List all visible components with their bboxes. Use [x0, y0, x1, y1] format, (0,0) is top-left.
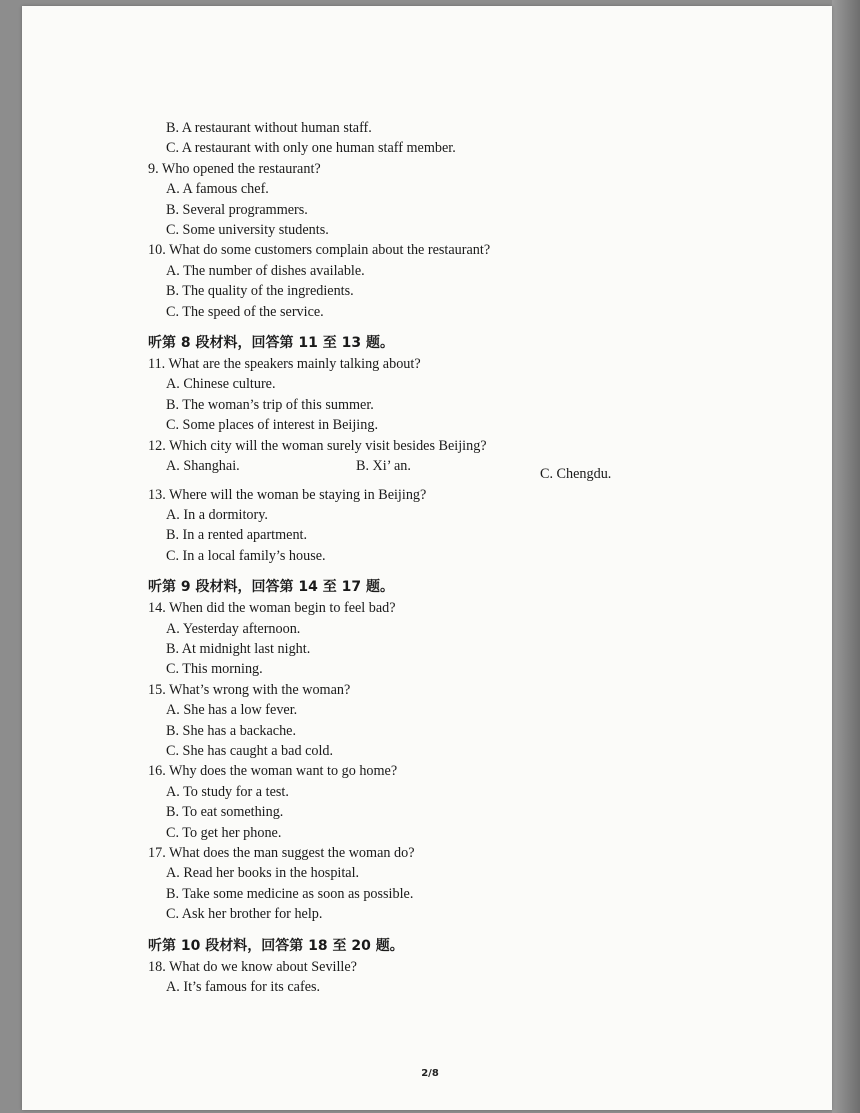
option-item: C. Chengdu.: [540, 466, 612, 483]
option-text: B. She has a backache.: [166, 722, 297, 739]
option-text: B. A restaurant without human staff.: [166, 120, 372, 136]
option-item: B. Xi’ an.: [356, 458, 411, 475]
option-text: C. This morning.: [166, 661, 263, 678]
option-text: B. The quality of the ingredients.: [166, 283, 354, 300]
question-text: 18. What do we know about Seville?: [148, 958, 357, 975]
option-text: C. Some university students.: [166, 222, 329, 239]
section-heading: 听第 10 段材料，回答第 18 至 20 题。: [148, 937, 404, 954]
option-text: A. The number of dishes available.: [166, 262, 365, 279]
option-text: B. The woman’s trip of this summer.: [166, 396, 374, 413]
option-row: [148, 456, 611, 484]
question-text: 10. What do some customers complain about the restaurant?: [148, 242, 491, 259]
section-heading: 听第 8 段材料，回答第 11 至 13 题。: [148, 335, 394, 352]
question-text: 12. Which city will the woman surely visit besides Beijing?: [148, 437, 487, 454]
option-text: C. To get her phone.: [166, 824, 282, 841]
option-text: C. She has caught a bad cold.: [166, 742, 334, 759]
option-text: A. She has a low fever.: [166, 702, 298, 719]
option-text: B. At midnight last night.: [166, 640, 311, 657]
question-text: 11. What are the speakers mainly talking about?: [148, 356, 421, 373]
option-text: B. Take some medicine as soon as possible.: [166, 885, 414, 902]
question-text: 14. When did the woman begin to feel bad?: [148, 600, 396, 617]
option-text: B. To eat something.: [166, 804, 284, 821]
question-text: 17. What does the man suggest the woman do?: [148, 845, 415, 861]
exam-content: [148, 118, 611, 997]
option-text: A. Yesterday afternoon.: [166, 620, 301, 637]
option-text: B. Several programmers.: [166, 201, 308, 218]
option-text: C. In a local family’s house.: [166, 547, 326, 564]
option-text: C. Some places of interest in Beijing.: [166, 417, 378, 434]
option-text: A. Chinese culture.: [166, 376, 276, 393]
option-text: A. Read her books in the hospital.: [166, 865, 360, 882]
option-text: C. The speed of the service.: [166, 303, 324, 320]
option-text: C. A restaurant with only one human staff member.: [166, 140, 456, 157]
section-heading: 听第 9 段材料，回答第 14 至 17 题。: [148, 579, 394, 596]
option-text: B. In a rented apartment.: [166, 527, 308, 544]
scan-edge-shadow: [832, 0, 860, 1113]
option-text: A. A famous chef.: [166, 181, 269, 198]
option-text: C. Ask her brother for help.: [166, 906, 323, 923]
option-item: A. Shanghai.: [166, 458, 240, 475]
question-text: 9. Who opened the restaurant?: [148, 160, 321, 177]
question-text: 15. What’s wrong with the woman?: [148, 681, 351, 698]
question-text: 16. Why does the woman want to go home?: [148, 763, 398, 780]
option-text: A. It’s famous for its cafes.: [166, 979, 321, 996]
page-number: 2/8: [421, 1068, 439, 1079]
option-text: A. To study for a test.: [166, 783, 289, 800]
question-text: 13. Where will the woman be staying in Beijing?: [148, 486, 427, 503]
option-text: A. In a dormitory.: [166, 506, 268, 523]
